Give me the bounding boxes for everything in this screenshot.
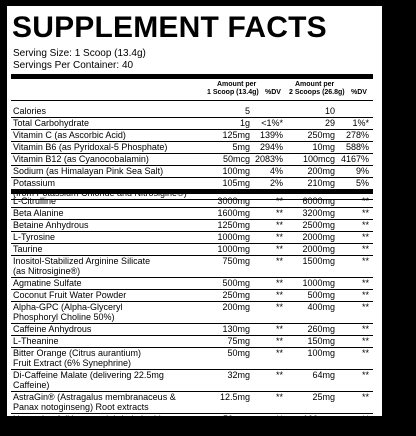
ingredient-row-dv-2-scoops: ** [361,290,369,300]
ingredient-row-dv-1-scoop: ** [275,232,283,242]
ingredient-row-amount-2-scoops: 6000mg [302,196,335,206]
ingredient-row-dv-1-scoop: ** [275,220,283,230]
ingredient-row-label-continued: (as Nitrosigine®) [13,266,81,276]
ingredient-row-label: AstraGin® (Astragalus membranaceus & [13,392,176,402]
nutrient-row-amount-2-scoops: 250mg [307,130,335,140]
ingredient-row-dv-1-scoop: ** [275,208,283,218]
ingredient-row-amount-2-scoops: 64mg [312,370,335,380]
ingredient-row-label-continued: Extract [13,424,42,434]
nutrient-row-label: Calories [13,106,47,116]
ingredient-row-dv-1-scoop: ** [275,256,283,266]
header-amount2-line1: Amount per [295,81,335,88]
nutrient-row-amount-2-scoops: 10mg [312,142,335,152]
ingredient-row-amount-1-scoop: 130mg [222,324,250,334]
nutrient-row-label: Vitamin B6 (as Pyridoxal-5 Phosphate) [13,142,168,152]
nutrient-row-label: Vitamin B12 (as Cyanocobalamin) [13,154,149,164]
ingredient-row-amount-2-scoops: 100mg [307,348,335,358]
nutrient-row-amount-2-scoops: 10 [324,106,335,116]
ingredient-row-dv-1-scoop: ** [275,336,283,346]
ingredient-row-label-continued: Caffeine) [13,380,50,390]
ingredient-row-dv-2-scoops: ** [361,302,369,312]
top-rule [11,74,373,79]
ingredient-row-amount-2-scoops: 2500mg [302,220,335,230]
nutrient-row-dv-1-scoop: 294% [259,142,283,152]
nutrient-row-dv-1-scoop: 139% [259,130,283,140]
ingredient-row-amount-2-scoops: 400mg [307,302,335,312]
ingredient-row-amount-1-scoop: 200mg [222,302,250,312]
header-dv2: %DV [351,89,367,96]
nutrient-row-amount-1-scoop: 125mg [222,130,250,140]
ingredient-row-label: Agmatine Sulfate [13,278,82,288]
ingredient-row-label: Bitter Orange (Citrus aurantium) [13,348,142,358]
header-amount1-line2: 1 Scoop (13.4g) [207,89,259,96]
nutrient-row-dv-1-scoop: 4% [269,166,283,176]
ingredient-row-label: L-Tyrosine [13,232,56,242]
nutrient-row-amount-2-scoops: 210mg [307,178,335,188]
ingredient-row-amount-1-scoop: 1250mg [217,220,250,230]
ingredient-row-dv-1-scoop: ** [275,244,283,254]
nutrient-row-amount-2-scoops: 100mcg [302,154,335,164]
nutrient-row-amount-1-scoop: 5 [244,106,250,116]
ingredient-row-label: Coconut Fruit Water Powder [13,290,127,300]
nutrient-row-amount-1-scoop: 5mg [232,142,250,152]
ingredient-row-amount-1-scoop: 250mg [222,290,250,300]
ingredient-row-dv-2-scoops: ** [361,336,369,346]
ingredient-row-label: Huperzine A (H. serrate) (whole herb) [13,414,163,424]
ingredient-row-label: Caffeine Anhydrous [13,324,92,334]
ingredient-row-dv-1-scoop: ** [275,348,283,358]
ingredient-row-dv-1-scoop: ** [275,290,283,300]
ingredient-row-amount-2-scoops: 3200mg [302,208,335,218]
ingredient-row-amount-1-scoop: 75mg [227,336,250,346]
ingredient-row-label-continued: Fruit Extract (6% Synephrine) [13,358,132,368]
nutrient-row-amount-1-scoop: 1g [239,118,250,128]
nutrient-row-dv-2-scoops: 278% [345,130,369,140]
ingredient-row-label: L-Citrulline [13,196,57,206]
servings-per-container: Servings Per Container: 40 [13,60,134,71]
ingredient-row-dv-1-scoop: ** [275,414,283,424]
ingredient-row-amount-2-scoops: 25mg [312,392,335,402]
nutrient-row-label: Sodium (as Himalayan Pink Sea Salt) [13,166,164,176]
header-amount2-line2: 2 Scoops (26.8g) [289,89,345,96]
nutrient-row-label: Total Carbohydrate [13,118,90,128]
ingredient-row-dv-2-scoops: ** [361,232,369,242]
ingredient-row-label-continued: Phosphoryl Choline 50%) [13,312,115,322]
ingredient-row-dv-1-scoop: ** [275,370,283,380]
ingredient-row-amount-1-scoop: 50mg [227,348,250,358]
ingredient-row-dv-2-scoops: ** [361,278,369,288]
ingredient-row-amount-2-scoops: 2000mg [302,232,335,242]
ingredient-row-dv-2-scoops: ** [361,208,369,218]
ingredient-row-label: Inositol-Stabilized Arginine Silicate [13,256,151,266]
ingredient-row-amount-2-scoops: 1000mg [302,278,335,288]
nutrient-row-dv-2-scoops: 588% [345,142,369,152]
header-rule [11,100,373,101]
ingredient-row-dv-2-scoops: ** [361,392,369,402]
ingredient-row-amount-1-scoop: 1000mg [217,232,250,242]
serving-size: Serving Size: 1 Scoop (13.4g) [13,48,146,59]
nutrient-row-label: Potassium [13,178,56,188]
nutrient-row-dv-1-scoop: <1%* [261,118,283,128]
ingredient-row-label: Taurine [13,244,43,254]
ingredient-row-dv-2-scoops: ** [361,370,369,380]
panel-title: SUPPLEMENT FACTS [12,11,327,44]
ingredient-row-dv-2-scoops: ** [361,196,369,206]
ingredient-row-amount-1-scoop: 1000mg [217,244,250,254]
ingredient-row-amount-1-scoop: 32mg [227,370,250,380]
nutrient-row-dv-2-scoops: 1%* [352,118,369,128]
ingredient-row-amount-2-scoops: 500mg [307,290,335,300]
nutrient-row-amount-1-scoop: 100mg [222,166,250,176]
ingredient-row-label-continued: Panax notoginseng) Root extracts [13,402,149,412]
ingredient-row-dv-2-scoops: ** [361,414,369,424]
ingredient-row-label: Beta Alanine [13,208,64,218]
ingredient-row-label: Alpha-GPC (Alpha-Glyceryl [13,302,123,312]
supplement-facts-panel [7,6,382,434]
ingredient-row-dv-2-scoops: ** [361,324,369,334]
ingredient-row-amount-2-scoops: 1500mg [302,256,335,266]
nutrient-row-dv-1-scoop: 2% [269,178,283,188]
ingredient-row-dv-2-scoops: ** [361,244,369,254]
ingredient-row-amount-2-scoops: 260mg [307,324,335,334]
ingredient-row-amount-1-scoop: 3000mg [217,196,250,206]
nutrient-row-dv-2-scoops: 4167% [340,154,369,164]
ingredient-row-amount-2-scoops: 150mg [307,336,335,346]
nutrient-row-amount-2-scoops: 29 [324,118,335,128]
nutrient-row-amount-2-scoops: 200mg [307,166,335,176]
ingredient-row-amount-1-scoop: 750mg [222,256,250,266]
ingredient-row-amount-1-scoop: 500mg [222,278,250,288]
nutrient-row-dv-1-scoop: 2083% [254,154,283,164]
header-dv1: %DV [265,89,281,96]
nutrient-row-amount-1-scoop: 105mg [222,178,250,188]
header-amount1-line1: Amount per [217,81,257,88]
ingredient-row-amount-1-scoop: 12.5mg [219,392,250,402]
ingredient-row-amount-2-scoops: 100mcg [302,414,335,424]
ingredient-row-dv-1-scoop: ** [275,324,283,334]
nutrient-row-label: Vitamin C (as Ascorbic Acid) [13,130,126,140]
ingredient-row-amount-2-scoops: 2000mg [302,244,335,254]
ingredient-row-label: Di-Caffeine Malate (delivering 22.5mg [13,370,164,380]
nutrient-row-amount-1-scoop: 50mcg [222,154,250,164]
ingredient-row-amount-1-scoop: 50mcg [222,414,250,424]
ingredient-row-label: L-Theanine [13,336,59,346]
nutrient-row-dv-2-scoops: 5% [355,178,369,188]
ingredient-row-label: Betaine Anhydrous [13,220,89,230]
ingredient-row-dv-1-scoop: ** [275,392,283,402]
ingredient-row-dv-2-scoops: ** [361,348,369,358]
ingredient-row-amount-1-scoop: 1600mg [217,208,250,218]
ingredient-row-dv-1-scoop: ** [275,196,283,206]
ingredient-row-dv-1-scoop: ** [275,278,283,288]
section-rule [11,189,373,194]
ingredient-row-dv-2-scoops: ** [361,256,369,266]
ingredient-row-dv-2-scoops: ** [361,220,369,230]
ingredient-row-dv-1-scoop: ** [275,302,283,312]
nutrient-row-dv-2-scoops: 9% [355,166,369,176]
